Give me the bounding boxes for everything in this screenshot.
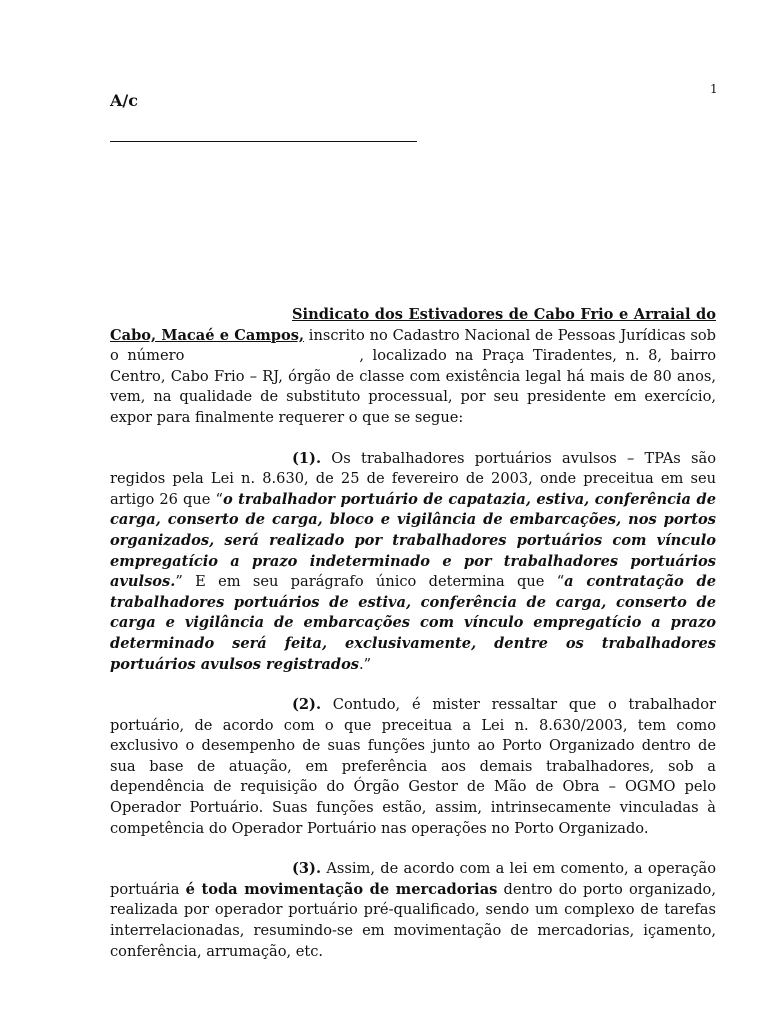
- intro-paragraph: [110, 305, 716, 429]
- paragraph-2-text: Contudo, é mister ressaltar que o trabalhador portuário, de acordo com o que preceitua a Lei n. 8.630/2003, tem como exclusivo o desempenho de suas funções junto ao Porto Organizado dentro de sua base de atuação, em preferência aos demais trabalhadores, sob a dependência de requisição do Órgão Gestor de Mão de Obra – OGMO pelo Operador Portuário. Suas funções estão, assim, intrinsecamente vinculadas à competência do Operador Portuário nas operações no Porto Organizado.: [110, 696, 716, 837]
- paragraph-3-text-a: Assim, de acordo com a lei em comento, a operação portuária: [110, 860, 716, 898]
- intro-text-a: inscrito no Cadastro Nacional de Pessoas Jurídicas sob o número: [110, 326, 716, 365]
- paragraph-1-text-b: ” E em seu parágrafo único determina que “: [175, 573, 565, 591]
- addressee-label: A/c: [110, 91, 138, 110]
- document-body: [110, 305, 716, 982]
- paragraph-1-text-c: .”: [359, 655, 372, 673]
- paragraph-3-text-b: dentro do porto organizado, realizada por operador portuário pré-qualificado, sendo um complexo de tarefas interrelacionadas, resumindo-se em movimentação de mercadorias, içamento, conferência, arrumação, etc.: [110, 880, 716, 960]
- addressee-blank-line: [110, 141, 417, 142]
- union-name: Sindicato dos Estivadores de Cabo Frio e Arraial do Cabo, Macaé e Campos,: [110, 306, 716, 344]
- paragraph-3-emphasis: é toda movimentação de mercadorias: [185, 880, 498, 898]
- paragraph-1-number: (1).: [292, 449, 322, 467]
- paragraph-1-quote-a: o trabalhador portuário de capatazia, estiva, conferência de carga, conserto de carga, bloco e vigilância de embarcações, nos portos organizados, será realizado por trabalhadores portuários com vínculo empregatício a prazo indeterminado e por trabalhadores portuários avulsos.: [110, 490, 716, 591]
- intro-text-b: , localizado na Praça Tiradentes, n. 8, bairro Centro, Cabo Frio – RJ, órgão de classe com existência legal há mais de 80 anos, vem, na qualidade de substituto processual, por seu presidente em exercício, expor para finalmente requerer o que se segue:: [110, 347, 716, 426]
- paragraph-2: [110, 695, 716, 839]
- paragraph-1: [110, 449, 716, 676]
- paragraph-1-quote-b: a contratação de trabalhadores portuários de estiva, conferência de carga, conserto de carga e vigilância de embarcações com vínculo empregatício a prazo determinado será feita, exclusivamente, dentre os trabalhadores portuários avulsos registrados: [110, 573, 717, 673]
- page-number: 1: [710, 82, 718, 96]
- paragraph-3: [110, 859, 716, 962]
- paragraph-3-number: (3).: [292, 860, 322, 878]
- paragraph-2-number: (2).: [292, 696, 322, 714]
- paragraph-1-text-a: Os trabalhadores portuários avulsos – TPAs são regidos pela Lei n. 8.630, de 25 de fevereiro de 2003, onde preceitua em seu artigo 26 que “: [110, 449, 716, 508]
